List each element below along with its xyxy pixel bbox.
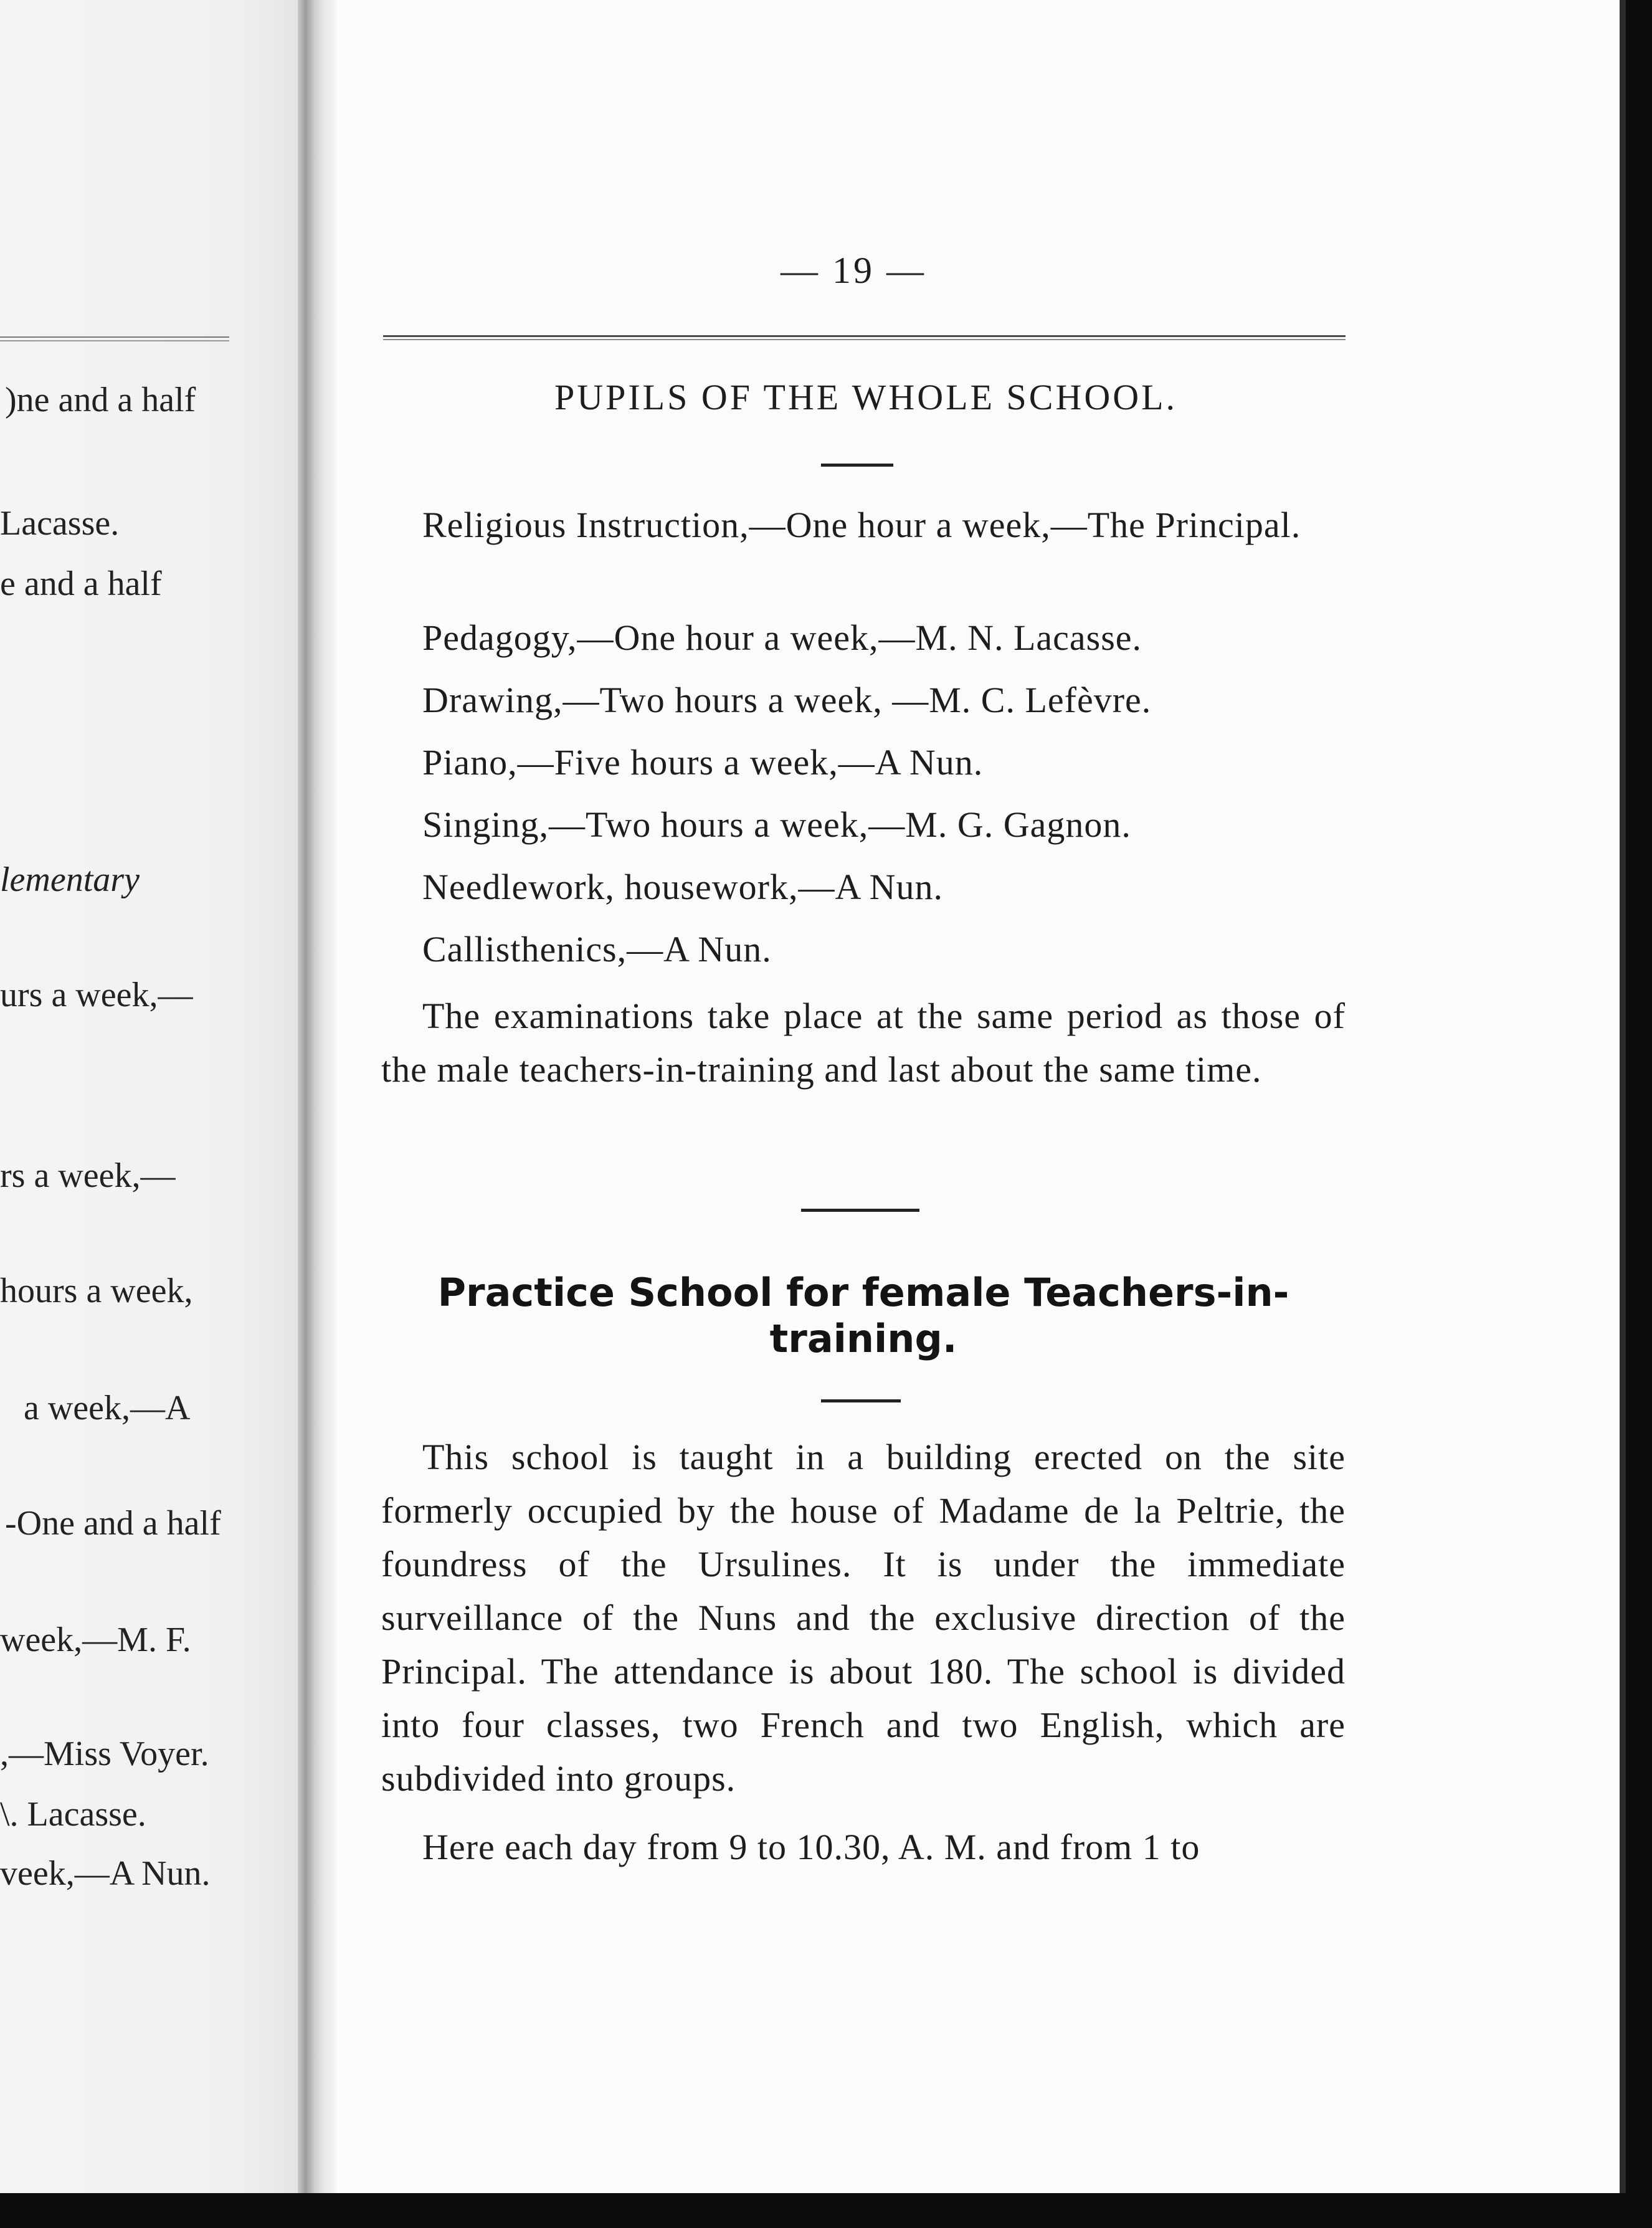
title-divider — [821, 464, 893, 467]
page-number: — 19 — — [781, 250, 926, 291]
left-page-line: hours a week, — [0, 1272, 193, 1310]
schedule-entry-singing: Singing,—Two hours a week,—M. G. Gagnon. — [422, 804, 1131, 845]
examinations-paragraph: The examinations take place at the same period as those of the male teachers-in-training and last about the same time. — [381, 996, 1346, 1090]
left-page-line: veek,—A Nun. — [0, 1854, 211, 1893]
section-title: PUPILS OF THE WHOLE SCHOOL. — [554, 377, 1178, 417]
schedule-entry-needlework: Needlework, housework,—A Nun. — [422, 867, 944, 907]
practice-school-paragraph: This school is taught in a building erected on the site formerly occupied by the house of Madame de la Peltrie, the foundress of the Ursulines. It is under the immediate surveillance of the Nuns and the exclusive direction of the Principal. The attendance is about 180. The school is divided into four classes, two French and two English, which are subdivided into groups. — [381, 1437, 1346, 1799]
left-page-line: urs a week,— — [0, 976, 193, 1014]
left-page-line: lementary — [0, 860, 140, 899]
religious-instruction-entry: Religious Instruction,—One hour a week,—The Principal. — [422, 505, 1301, 545]
left-page-line: \. Lacasse. — [0, 1795, 146, 1834]
left-page-line: ,—Miss Voyer. — [0, 1735, 209, 1773]
book-gutter — [298, 0, 336, 2193]
practice-school-heading: Practice School for female Teachers-in-training. — [437, 1270, 1289, 1361]
left-page-line: -One and a half — [5, 1504, 221, 1543]
schedule-entry-callisthenics: Callisthenics,—A Nun. — [422, 929, 772, 969]
schedule-entry-pedagogy: Pedagogy,—One hour a week,—M. N. Lacasse. — [422, 617, 1142, 658]
left-page-line: e and a half — [0, 564, 162, 603]
header-rule — [383, 335, 1346, 340]
left-page-line: a week,—A — [24, 1389, 191, 1427]
heading-divider — [821, 1399, 901, 1402]
schedule-entry-piano: Piano,—Five hours a week,—A Nun. — [422, 742, 984, 783]
section-divider — [801, 1209, 919, 1212]
left-page-rule — [0, 336, 229, 341]
schedule-entry-drawing: Drawing,—Two hours a week, —M. C. Lefèvre. — [422, 680, 1152, 720]
left-page-line: )ne and a half — [5, 381, 196, 419]
left-page-line: rs a week,— — [0, 1156, 176, 1195]
left-page-line: Lacasse. — [0, 504, 120, 543]
left-page — [0, 0, 298, 2193]
left-page-line: week,—M. F. — [0, 1621, 191, 1659]
hours-paragraph: Here each day from 9 to 10.30, A. M. and from 1 to — [422, 1827, 1200, 1867]
page-edge — [1620, 0, 1626, 2193]
